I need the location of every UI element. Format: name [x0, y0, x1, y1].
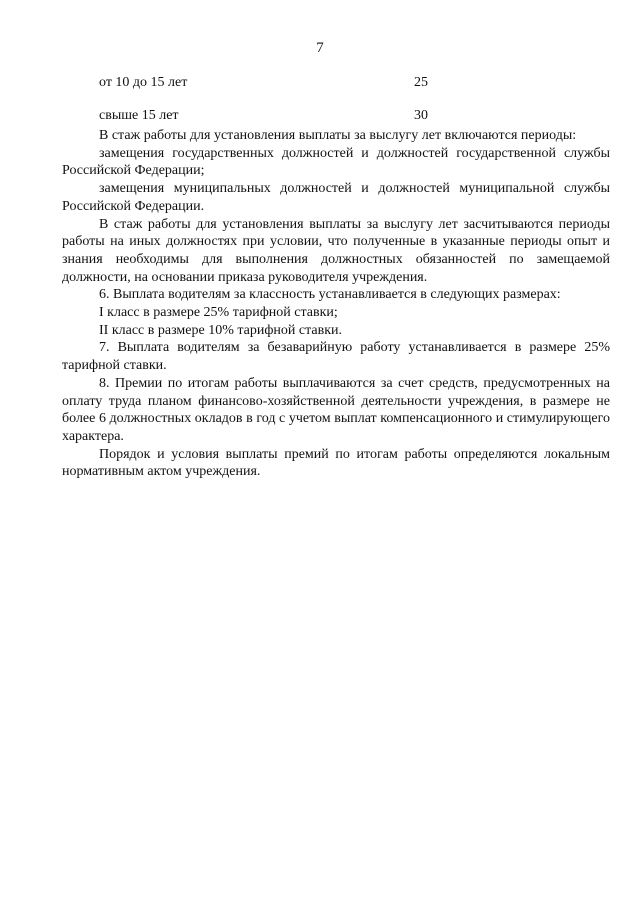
document-body [62, 127, 610, 481]
paragraph-state-positions: замещения государственных должностей и должностей государственной службы Российской Федерации; [62, 145, 610, 179]
paragraph-municipal-positions: замещения муниципальных должностей и должностей муниципальной службы Российской Федерации. [62, 181, 610, 214]
seniority-range: свыше 15 лет [99, 108, 179, 123]
paragraph-class-two: II класс в размере 10% тарифной ставки. [99, 322, 343, 338]
paragraph-bonus-procedure: Порядок и условия выплаты премий по итогам работы определяются локальным нормативным актом учреждения. [62, 446, 610, 480]
seniority-row [99, 107, 519, 125]
seniority-row [99, 74, 519, 92]
seniority-percent: 25 [414, 75, 428, 90]
paragraph-service-periods-intro: В стаж работы для установления выплаты за выслугу лет включаются периоды: [99, 128, 577, 143]
paragraph-class-one: I класс в размере 25% тарифной ставки; [99, 305, 338, 321]
paragraph-driver-class-payment: 6. Выплата водителям за классность устанавливается в следующих размерах: [99, 287, 561, 303]
seniority-range: от 10 до 15 лет [99, 75, 188, 90]
paragraph-accident-free-payment: 7. Выплата водителям за безаварийную работу устанавливается в размере 25% тарифной ставки. [62, 340, 610, 374]
page-number: 7 [316, 40, 324, 56]
seniority-percent: 30 [414, 108, 428, 123]
paragraph-bonuses: 8. Премии по итогам работы выплачиваются за счет средств, предусмотренных на оплату труда планом финансово-хозяйственной деятельности учреждения, в размере не более 6 должностных окладов в год с учетом выплат компенсационного и стимулирующего характера. [62, 375, 610, 444]
paragraph-other-positions: В стаж работы для установления выплаты за выслугу лет засчитываются периоды работы на иных должностях при условии, что полученные в указанные периоды опыт и знания необходимы для выполнения должностных обязанностей по замещаемой должности, на основании приказа руководителя учреждения. [62, 216, 610, 285]
